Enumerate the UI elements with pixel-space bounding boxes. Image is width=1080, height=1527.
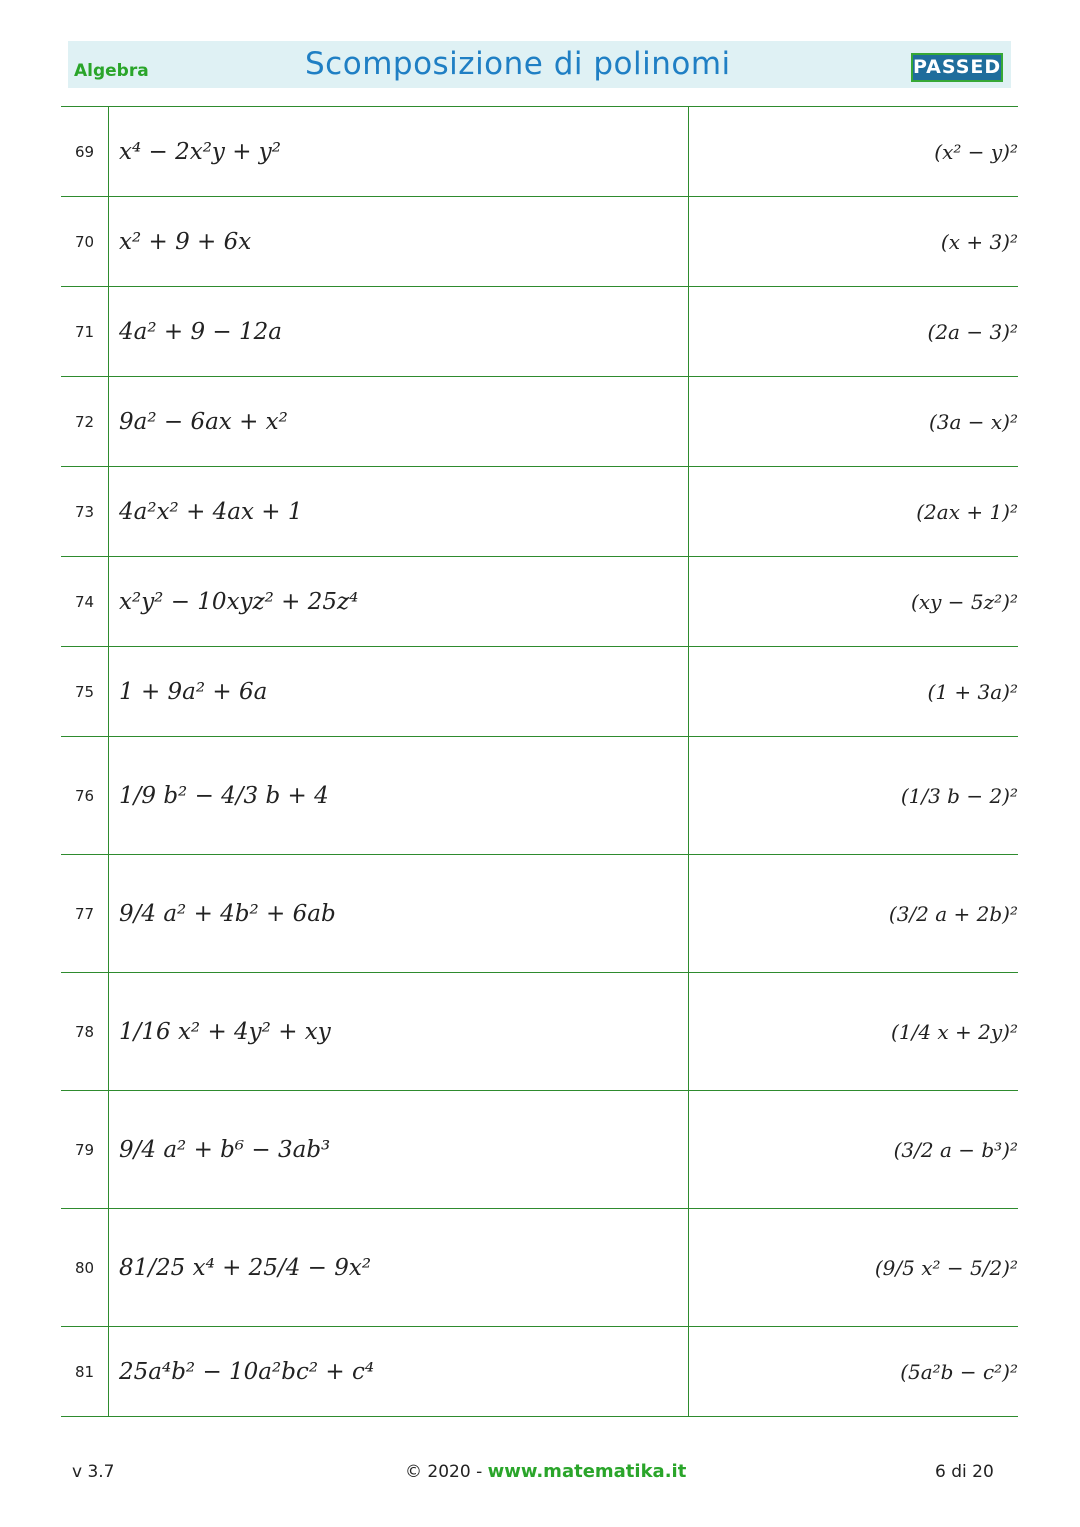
exercise-expression: 1 + 9a² + 6a (119, 678, 268, 705)
exercise-expression: 9/4 a² + 4b² + 6ab (119, 900, 336, 927)
table-row (61, 1326, 1018, 1417)
copyright (405, 1461, 686, 1482)
exercise-expression: 9a² − 6ax + x² (119, 408, 288, 435)
exercise-number: 77 (74, 904, 95, 923)
page-title: Scomposizione di polinomi (305, 46, 731, 82)
exercise-number: 71 (74, 322, 95, 341)
exercise-expression: x⁴ − 2x²y + y² (119, 138, 282, 165)
exercise-table (61, 106, 1018, 1417)
exercise-answer: (xy − 5z²)² (911, 589, 1018, 614)
table-row (61, 736, 1018, 854)
exercise-answer: (9/5 x² − 5/2)² (874, 1255, 1018, 1280)
copyright-text: © 2020 - (405, 1462, 488, 1482)
exercise-expression: 81/25 x⁴ + 25/4 − 9x² (119, 1254, 372, 1281)
exercise-expression: 4a² + 9 − 12a (119, 318, 282, 345)
page-number: 6 di 20 (935, 1462, 994, 1482)
table-row (61, 854, 1018, 972)
exercise-number: 79 (74, 1140, 95, 1159)
table-row (61, 196, 1018, 286)
exercise-answer: (1 + 3a)² (927, 679, 1018, 704)
exercise-number: 70 (74, 232, 95, 251)
exercise-number: 74 (74, 592, 95, 611)
exercise-answer: (3/2 a − b³)² (893, 1137, 1018, 1162)
table-row (61, 286, 1018, 376)
exercise-answer: (1/4 x + 2y)² (891, 1019, 1018, 1044)
table-row (61, 1208, 1018, 1326)
exercise-number: 73 (74, 502, 95, 521)
exercise-expression: x²y² − 10xyz² + 25z⁴ (119, 588, 359, 615)
exercise-number: 72 (74, 412, 95, 431)
exercise-expression: 1/9 b² − 4/3 b + 4 (119, 782, 329, 809)
exercise-number: 78 (74, 1022, 95, 1041)
exercise-number: 76 (74, 786, 95, 805)
table-row (61, 1090, 1018, 1208)
exercise-expression: 9/4 a² + b⁶ − 3ab³ (119, 1136, 331, 1163)
table-row (61, 106, 1018, 196)
exercise-expression: 25a⁴b² − 10a²bc² + c⁴ (119, 1358, 375, 1385)
exercise-expression: 1/16 x² + 4y² + xy (119, 1018, 331, 1045)
table-row (61, 972, 1018, 1090)
exercise-expression: 4a²x² + 4ax + 1 (119, 498, 303, 525)
table-row (61, 556, 1018, 646)
exercise-answer: (x + 3)² (940, 229, 1018, 254)
version-label: v 3.7 (72, 1462, 115, 1482)
exercise-answer: (3a − x)² (928, 409, 1018, 434)
table-row (61, 646, 1018, 736)
exercise-answer: (3/2 a + 2b)² (888, 901, 1018, 926)
exercise-number: 80 (74, 1258, 95, 1277)
exercise-answer: (2ax + 1)² (916, 499, 1018, 524)
exercise-answer: (x² − y)² (934, 139, 1018, 164)
page-header (68, 41, 1011, 88)
table-row (61, 466, 1018, 556)
exercise-answer: (2a − 3)² (927, 319, 1018, 344)
exercise-expression: x² + 9 + 6x (119, 228, 252, 255)
website-link[interactable]: www.matematika.it (487, 1461, 687, 1482)
exercise-number: 69 (74, 142, 95, 161)
exercise-number: 81 (74, 1362, 95, 1381)
table-row (61, 376, 1018, 466)
exercise-answer: (1/3 b − 2)² (900, 783, 1018, 808)
exercise-answer: (5a²b − c²)² (900, 1359, 1018, 1384)
subject-label: Algebra (74, 61, 149, 81)
status-badge: PASSED (911, 53, 1003, 82)
exercise-number: 75 (74, 682, 95, 701)
